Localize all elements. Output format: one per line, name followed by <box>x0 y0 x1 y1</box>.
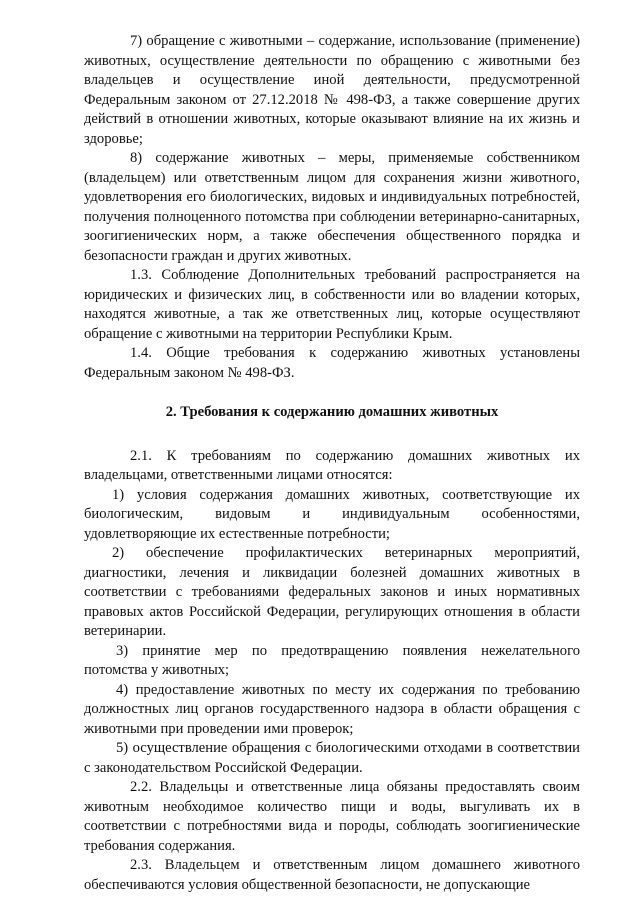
paragraph-2-1-item-1: 1) условия содержания домашних животных, соответствующие их биологическим, видовым и индивидуальным особенностями, удовлетворяющие их естественные потребности; <box>84 486 580 542</box>
paragraph-2-3: 2.3. Владельцем и ответственным лицом домашнего животного обеспечиваются условия общественной безопасности, не допускающие <box>84 857 580 893</box>
paragraph-2-1-item-5: 5) осуществление обращения с биологическими отходами в соответствии с законодательством Российской Федерации. <box>84 740 580 776</box>
paragraph-2-1: 2.1. К требованиям по содержанию домашних животных их владельцами, ответственными лицами относятся: <box>84 447 580 483</box>
paragraph-1-4: 1.4. Общие требования к содержанию животных установлены Федеральным законом № 498-ФЗ. <box>84 345 580 381</box>
paragraph-2-1-item-4: 4) предоставление животных по месту их содержания по требованию должностных лиц органов государственного надзора в области обращения с животными при проведении ими проверок; <box>84 681 580 737</box>
paragraph-2-1-item-2: 2) обеспечение профилактических ветеринарных мероприятий, диагностики, лечения и ликвидации болезней домашних животных в соответствии с требованиями федеральных законов и иных нормативных правовых актов Российской Федерации, регулирующих отношения в области ветеринарии. <box>84 545 580 639</box>
paragraph-2-1-item-3: 3) принятие мер по предотвращению появления нежелательного потомства у животных; <box>84 642 580 678</box>
document-body <box>84 32 580 895</box>
section-heading: 2. Требования к содержанию домашних животных <box>165 404 499 420</box>
paragraph-2-2: 2.2. Владельцы и ответственные лица обязаны предоставлять своим животным необходимое количество пищи и воды, выгуливать их в соответствии с потребностями вида и породы, соблюдать зоогигиенические требования содержания. <box>84 779 580 854</box>
paragraph-1-3: 1.3. Соблюдение Дополнительных требований распространяется на юридических и физических лиц, в собственности или во владении которых, находятся животные, а так же ответственных лиц, которые осуществляют обращение с животными на территории Республики Крым. <box>84 267 580 342</box>
paragraph-item-8: 8) содержание животных – меры, применяемые собственником (владельцем) или ответственным лицом для сохранения жизни животного, удовлетворения его биологических, видовых и индивидуальных потребностей, получения полноценного потомства при соблюдении ветеринарно-санитарных, зоогигиенических норм, а также обеспечения общественного порядка и безопасности граждан и других животных. <box>84 150 580 264</box>
paragraph-item-7: 7) обращение с животными – содержание, использование (применение) животных, осуществление деятельности по обращению с животными без владельцев и осуществление иной деятельности, предусмотренной Федеральным законом от 27.12.2018 № 498-ФЗ, а также совершение других действий в отношении животных, которые оказывают влияние на их жизнь и здоровье; <box>84 33 580 147</box>
